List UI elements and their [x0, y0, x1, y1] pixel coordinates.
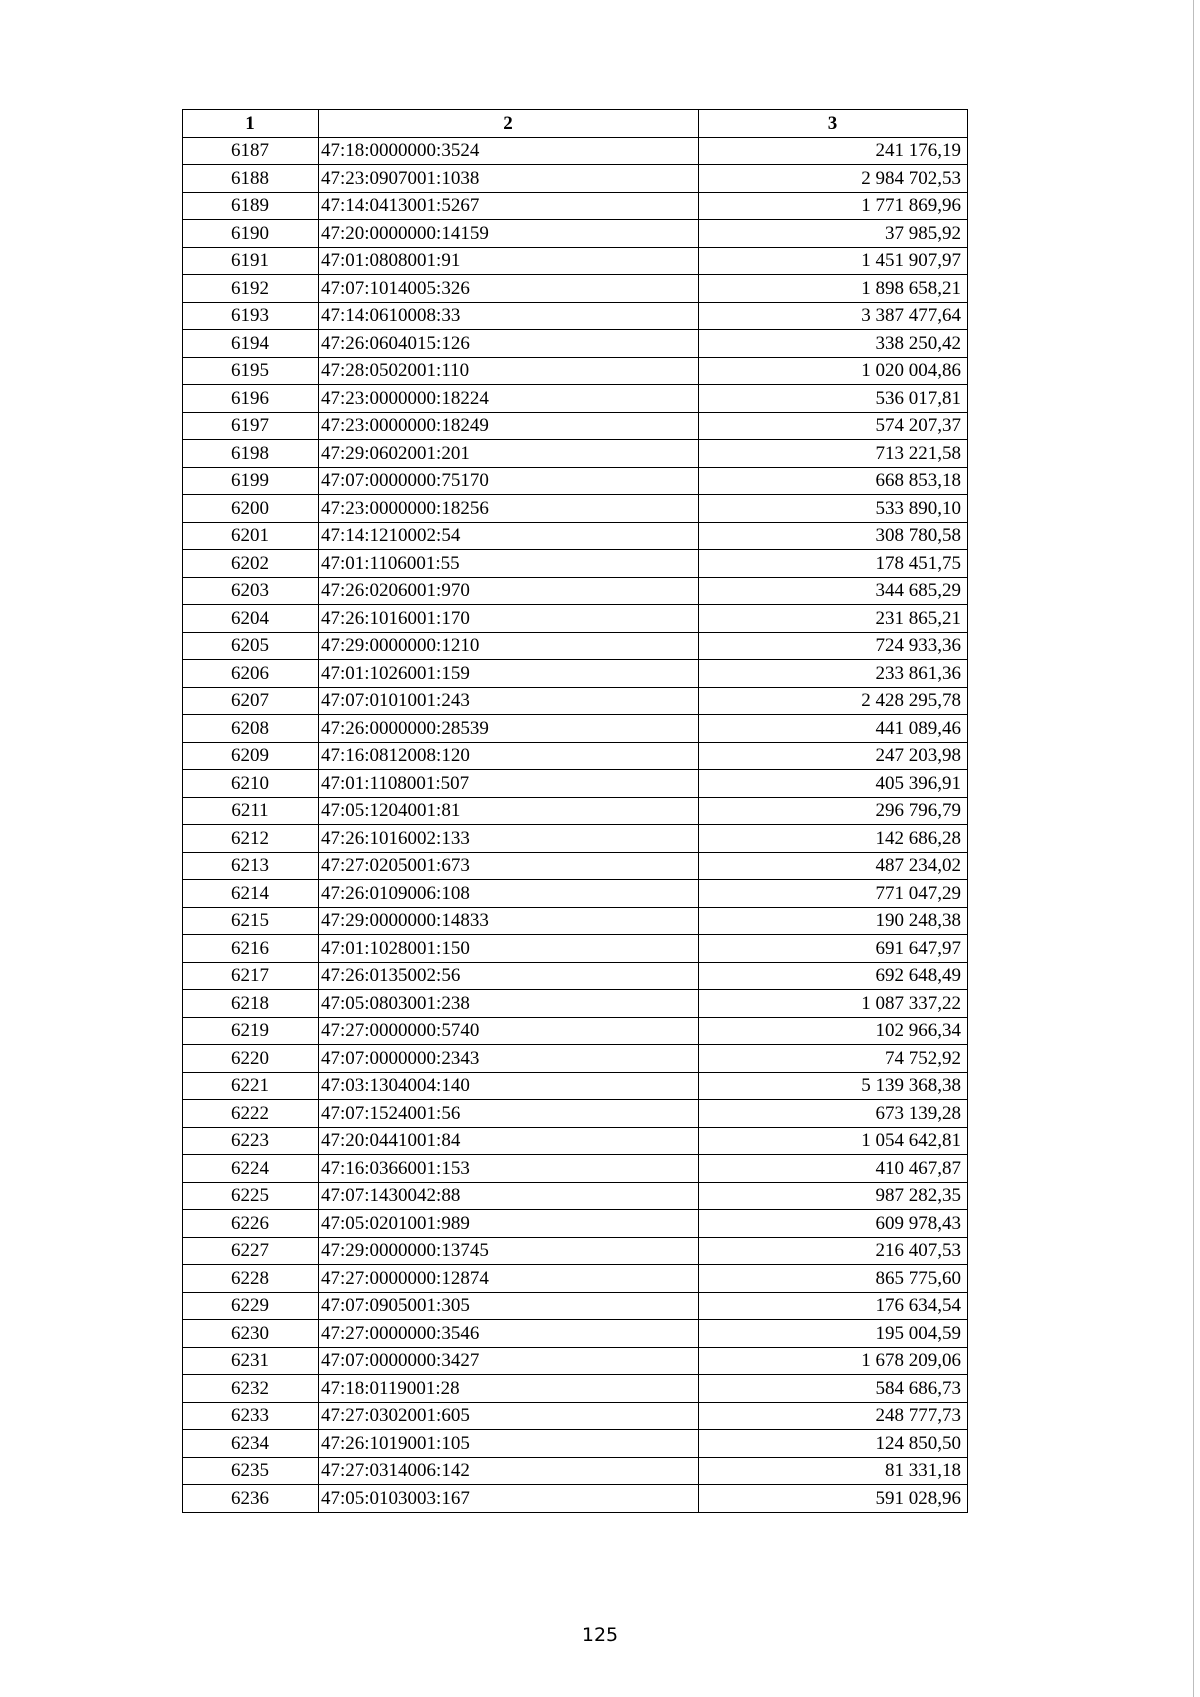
cadastral-number-cell: 47:27:0000000:5740 — [319, 1017, 699, 1045]
table-row — [183, 1347, 968, 1375]
table-row — [183, 302, 968, 330]
value-cell: 487 234,02 — [699, 852, 968, 880]
value-cell: 190 248,38 — [699, 907, 968, 935]
value-cell: 1 020 004,86 — [699, 357, 968, 385]
row-number-cell: 6208 — [183, 715, 319, 743]
row-number-cell: 6231 — [183, 1347, 319, 1375]
table-row — [183, 770, 968, 798]
row-number-cell: 6236 — [183, 1485, 319, 1513]
column-header-3: 3 — [699, 110, 968, 138]
cadastral-number-cell: 47:27:0000000:12874 — [319, 1265, 699, 1293]
row-number-cell: 6191 — [183, 247, 319, 275]
cadastral-number-cell: 47:23:0000000:18249 — [319, 412, 699, 440]
table-body — [183, 137, 968, 1512]
cadastral-number-cell: 47:05:0201001:989 — [319, 1210, 699, 1238]
row-number-cell: 6202 — [183, 550, 319, 578]
table-row — [183, 1100, 968, 1128]
row-number-cell: 6209 — [183, 742, 319, 770]
cadastral-number-cell: 47:18:0119001:28 — [319, 1375, 699, 1403]
row-number-cell: 6196 — [183, 385, 319, 413]
cadastral-number-cell: 47:28:0502001:110 — [319, 357, 699, 385]
row-number-cell: 6194 — [183, 330, 319, 358]
row-number-cell: 6206 — [183, 660, 319, 688]
row-number-cell: 6207 — [183, 687, 319, 715]
table-row — [183, 660, 968, 688]
table-row — [183, 357, 968, 385]
value-cell: 533 890,10 — [699, 495, 968, 523]
table-row — [183, 550, 968, 578]
row-number-cell: 6200 — [183, 495, 319, 523]
row-number-cell: 6199 — [183, 467, 319, 495]
value-cell: 37 985,92 — [699, 220, 968, 248]
cadastral-number-cell: 47:26:0000000:28539 — [319, 715, 699, 743]
row-number-cell: 6197 — [183, 412, 319, 440]
row-number-cell: 6218 — [183, 990, 319, 1018]
row-number-cell: 6188 — [183, 165, 319, 193]
value-cell: 691 647,97 — [699, 935, 968, 963]
value-cell: 771 047,29 — [699, 880, 968, 908]
table-row — [183, 990, 968, 1018]
table-row — [183, 1292, 968, 1320]
table-row — [183, 605, 968, 633]
row-number-cell: 6226 — [183, 1210, 319, 1238]
value-cell: 338 250,42 — [699, 330, 968, 358]
row-number-cell: 6217 — [183, 962, 319, 990]
cadastral-number-cell: 47:07:1524001:56 — [319, 1100, 699, 1128]
cadastral-number-cell: 47:23:0000000:18224 — [319, 385, 699, 413]
cadastral-number-cell: 47:27:0302001:605 — [319, 1402, 699, 1430]
cadastral-number-cell: 47:01:1106001:55 — [319, 550, 699, 578]
row-number-cell: 6198 — [183, 440, 319, 468]
table-row — [183, 440, 968, 468]
value-cell: 296 796,79 — [699, 797, 968, 825]
cadastral-number-cell: 47:07:0905001:305 — [319, 1292, 699, 1320]
value-cell: 692 648,49 — [699, 962, 968, 990]
table-row — [183, 1265, 968, 1293]
row-number-cell: 6211 — [183, 797, 319, 825]
row-number-cell: 6212 — [183, 825, 319, 853]
table-row — [183, 220, 968, 248]
table-header — [183, 110, 968, 138]
column-header-2: 2 — [319, 110, 699, 138]
value-cell: 584 686,73 — [699, 1375, 968, 1403]
row-number-cell: 6224 — [183, 1155, 319, 1183]
value-cell: 591 028,96 — [699, 1485, 968, 1513]
table-row — [183, 1237, 968, 1265]
row-number-cell: 6220 — [183, 1045, 319, 1073]
table-row — [183, 687, 968, 715]
value-cell: 673 139,28 — [699, 1100, 968, 1128]
cadastral-number-cell: 47:26:0135002:56 — [319, 962, 699, 990]
table-row — [183, 412, 968, 440]
cadastral-number-cell: 47:29:0602001:201 — [319, 440, 699, 468]
cadastral-number-cell: 47:05:0803001:238 — [319, 990, 699, 1018]
cadastral-number-cell: 47:07:0101001:243 — [319, 687, 699, 715]
table-row — [183, 137, 968, 165]
cadastral-number-cell: 47:23:0000000:18256 — [319, 495, 699, 523]
value-cell: 1 898 658,21 — [699, 275, 968, 303]
table-row — [183, 330, 968, 358]
row-number-cell: 6234 — [183, 1430, 319, 1458]
column-header-1: 1 — [183, 110, 319, 138]
page-edge-line — [1193, 0, 1194, 1697]
cadastral-number-cell: 47:07:1014005:326 — [319, 275, 699, 303]
value-cell: 308 780,58 — [699, 522, 968, 550]
row-number-cell: 6225 — [183, 1182, 319, 1210]
value-cell: 74 752,92 — [699, 1045, 968, 1073]
cadastral-number-cell: 47:26:0109006:108 — [319, 880, 699, 908]
row-number-cell: 6215 — [183, 907, 319, 935]
header-row — [183, 110, 968, 138]
value-cell: 609 978,43 — [699, 1210, 968, 1238]
cadastral-number-cell: 47:20:0441001:84 — [319, 1127, 699, 1155]
table-row — [183, 522, 968, 550]
cadastral-number-cell: 47:29:0000000:1210 — [319, 632, 699, 660]
table-row — [183, 1430, 968, 1458]
cadastral-number-cell: 47:07:0000000:75170 — [319, 467, 699, 495]
cadastral-number-cell: 47:05:1204001:81 — [319, 797, 699, 825]
cadastral-number-cell: 47:01:0808001:91 — [319, 247, 699, 275]
cadastral-number-cell: 47:01:1108001:507 — [319, 770, 699, 798]
cadastral-number-cell: 47:01:1026001:159 — [319, 660, 699, 688]
cadastral-number-cell: 47:26:1019001:105 — [319, 1430, 699, 1458]
table-row — [183, 275, 968, 303]
value-cell: 410 467,87 — [699, 1155, 968, 1183]
cadastral-number-cell: 47:16:0366001:153 — [319, 1155, 699, 1183]
table-row — [183, 467, 968, 495]
row-number-cell: 6216 — [183, 935, 319, 963]
row-number-cell: 6228 — [183, 1265, 319, 1293]
cadastral-number-cell: 47:07:0000000:2343 — [319, 1045, 699, 1073]
value-cell: 1 451 907,97 — [699, 247, 968, 275]
row-number-cell: 6210 — [183, 770, 319, 798]
value-cell: 2 428 295,78 — [699, 687, 968, 715]
value-cell: 2 984 702,53 — [699, 165, 968, 193]
value-cell: 405 396,91 — [699, 770, 968, 798]
row-number-cell: 6187 — [183, 137, 319, 165]
cadastral-number-cell: 47:16:0812008:120 — [319, 742, 699, 770]
table-row — [183, 1485, 968, 1513]
cadastral-number-cell: 47:20:0000000:14159 — [319, 220, 699, 248]
row-number-cell: 6203 — [183, 577, 319, 605]
table-row — [183, 1045, 968, 1073]
value-cell: 241 176,19 — [699, 137, 968, 165]
value-cell: 1 054 642,81 — [699, 1127, 968, 1155]
table-row — [183, 1375, 968, 1403]
cadastral-number-cell: 47:23:0907001:1038 — [319, 165, 699, 193]
row-number-cell: 6219 — [183, 1017, 319, 1045]
table-row — [183, 495, 968, 523]
table-row — [183, 192, 968, 220]
row-number-cell: 6221 — [183, 1072, 319, 1100]
table-row — [183, 1155, 968, 1183]
cadastral-number-cell: 47:14:1210002:54 — [319, 522, 699, 550]
value-cell: 668 853,18 — [699, 467, 968, 495]
table-row — [183, 1017, 968, 1045]
row-number-cell: 6190 — [183, 220, 319, 248]
row-number-cell: 6233 — [183, 1402, 319, 1430]
value-cell: 713 221,58 — [699, 440, 968, 468]
value-cell: 247 203,98 — [699, 742, 968, 770]
cadastral-number-cell: 47:26:1016002:133 — [319, 825, 699, 853]
table-row — [183, 632, 968, 660]
value-cell: 536 017,81 — [699, 385, 968, 413]
table-row — [183, 1210, 968, 1238]
table-row — [183, 1457, 968, 1485]
value-cell: 987 282,35 — [699, 1182, 968, 1210]
cadastral-number-cell: 47:27:0205001:673 — [319, 852, 699, 880]
table-row — [183, 852, 968, 880]
value-cell: 1 771 869,96 — [699, 192, 968, 220]
table-row — [183, 825, 968, 853]
table-row — [183, 962, 968, 990]
cadastral-number-cell: 47:29:0000000:14833 — [319, 907, 699, 935]
row-number-cell: 6201 — [183, 522, 319, 550]
cadastral-number-cell: 47:14:0610008:33 — [319, 302, 699, 330]
table-row — [183, 1182, 968, 1210]
row-number-cell: 6214 — [183, 880, 319, 908]
row-number-cell: 6205 — [183, 632, 319, 660]
page-number: 125 — [581, 1624, 619, 1646]
cadastral-number-cell: 47:07:1430042:88 — [319, 1182, 699, 1210]
value-cell: 865 775,60 — [699, 1265, 968, 1293]
value-cell: 233 861,36 — [699, 660, 968, 688]
table-row — [183, 577, 968, 605]
cadastral-number-cell: 47:27:0000000:3546 — [319, 1320, 699, 1348]
table-row — [183, 935, 968, 963]
table-row — [183, 742, 968, 770]
cadastral-number-cell: 47:29:0000000:13745 — [319, 1237, 699, 1265]
row-number-cell: 6227 — [183, 1237, 319, 1265]
row-number-cell: 6223 — [183, 1127, 319, 1155]
row-number-cell: 6189 — [183, 192, 319, 220]
cadastral-number-cell: 47:14:0413001:5267 — [319, 192, 699, 220]
cadastral-number-cell: 47:26:0604015:126 — [319, 330, 699, 358]
table-row — [183, 385, 968, 413]
table-row — [183, 715, 968, 743]
value-cell: 3 387 477,64 — [699, 302, 968, 330]
table-row — [183, 247, 968, 275]
row-number-cell: 6232 — [183, 1375, 319, 1403]
cadastral-number-cell: 47:03:1304004:140 — [319, 1072, 699, 1100]
value-cell: 178 451,75 — [699, 550, 968, 578]
value-cell: 216 407,53 — [699, 1237, 968, 1265]
row-number-cell: 6222 — [183, 1100, 319, 1128]
value-cell: 81 331,18 — [699, 1457, 968, 1485]
table-row — [183, 907, 968, 935]
cadastral-number-cell: 47:01:1028001:150 — [319, 935, 699, 963]
row-number-cell: 6230 — [183, 1320, 319, 1348]
row-number-cell: 6193 — [183, 302, 319, 330]
value-cell: 441 089,46 — [699, 715, 968, 743]
row-number-cell: 6235 — [183, 1457, 319, 1485]
table-row — [183, 880, 968, 908]
table-row — [183, 797, 968, 825]
value-cell: 5 139 368,38 — [699, 1072, 968, 1100]
table-row — [183, 1402, 968, 1430]
table-row — [183, 165, 968, 193]
cadastral-number-cell: 47:26:0206001:970 — [319, 577, 699, 605]
row-number-cell: 6204 — [183, 605, 319, 633]
value-cell: 1 087 337,22 — [699, 990, 968, 1018]
value-cell: 231 865,21 — [699, 605, 968, 633]
table-row — [183, 1072, 968, 1100]
cadastral-number-cell: 47:26:1016001:170 — [319, 605, 699, 633]
value-cell: 176 634,54 — [699, 1292, 968, 1320]
table-row — [183, 1127, 968, 1155]
value-cell: 1 678 209,06 — [699, 1347, 968, 1375]
cadastral-number-cell: 47:18:0000000:3524 — [319, 137, 699, 165]
value-cell: 344 685,29 — [699, 577, 968, 605]
value-cell: 124 850,50 — [699, 1430, 968, 1458]
data-table — [182, 109, 968, 1513]
value-cell: 142 686,28 — [699, 825, 968, 853]
value-cell: 574 207,37 — [699, 412, 968, 440]
row-number-cell: 6213 — [183, 852, 319, 880]
cadastral-number-cell: 47:07:0000000:3427 — [319, 1347, 699, 1375]
table-row — [183, 1320, 968, 1348]
value-cell: 724 933,36 — [699, 632, 968, 660]
row-number-cell: 6195 — [183, 357, 319, 385]
cadastral-number-cell: 47:05:0103003:167 — [319, 1485, 699, 1513]
row-number-cell: 6229 — [183, 1292, 319, 1320]
row-number-cell: 6192 — [183, 275, 319, 303]
value-cell: 195 004,59 — [699, 1320, 968, 1348]
value-cell: 248 777,73 — [699, 1402, 968, 1430]
cadastral-number-cell: 47:27:0314006:142 — [319, 1457, 699, 1485]
value-cell: 102 966,34 — [699, 1017, 968, 1045]
